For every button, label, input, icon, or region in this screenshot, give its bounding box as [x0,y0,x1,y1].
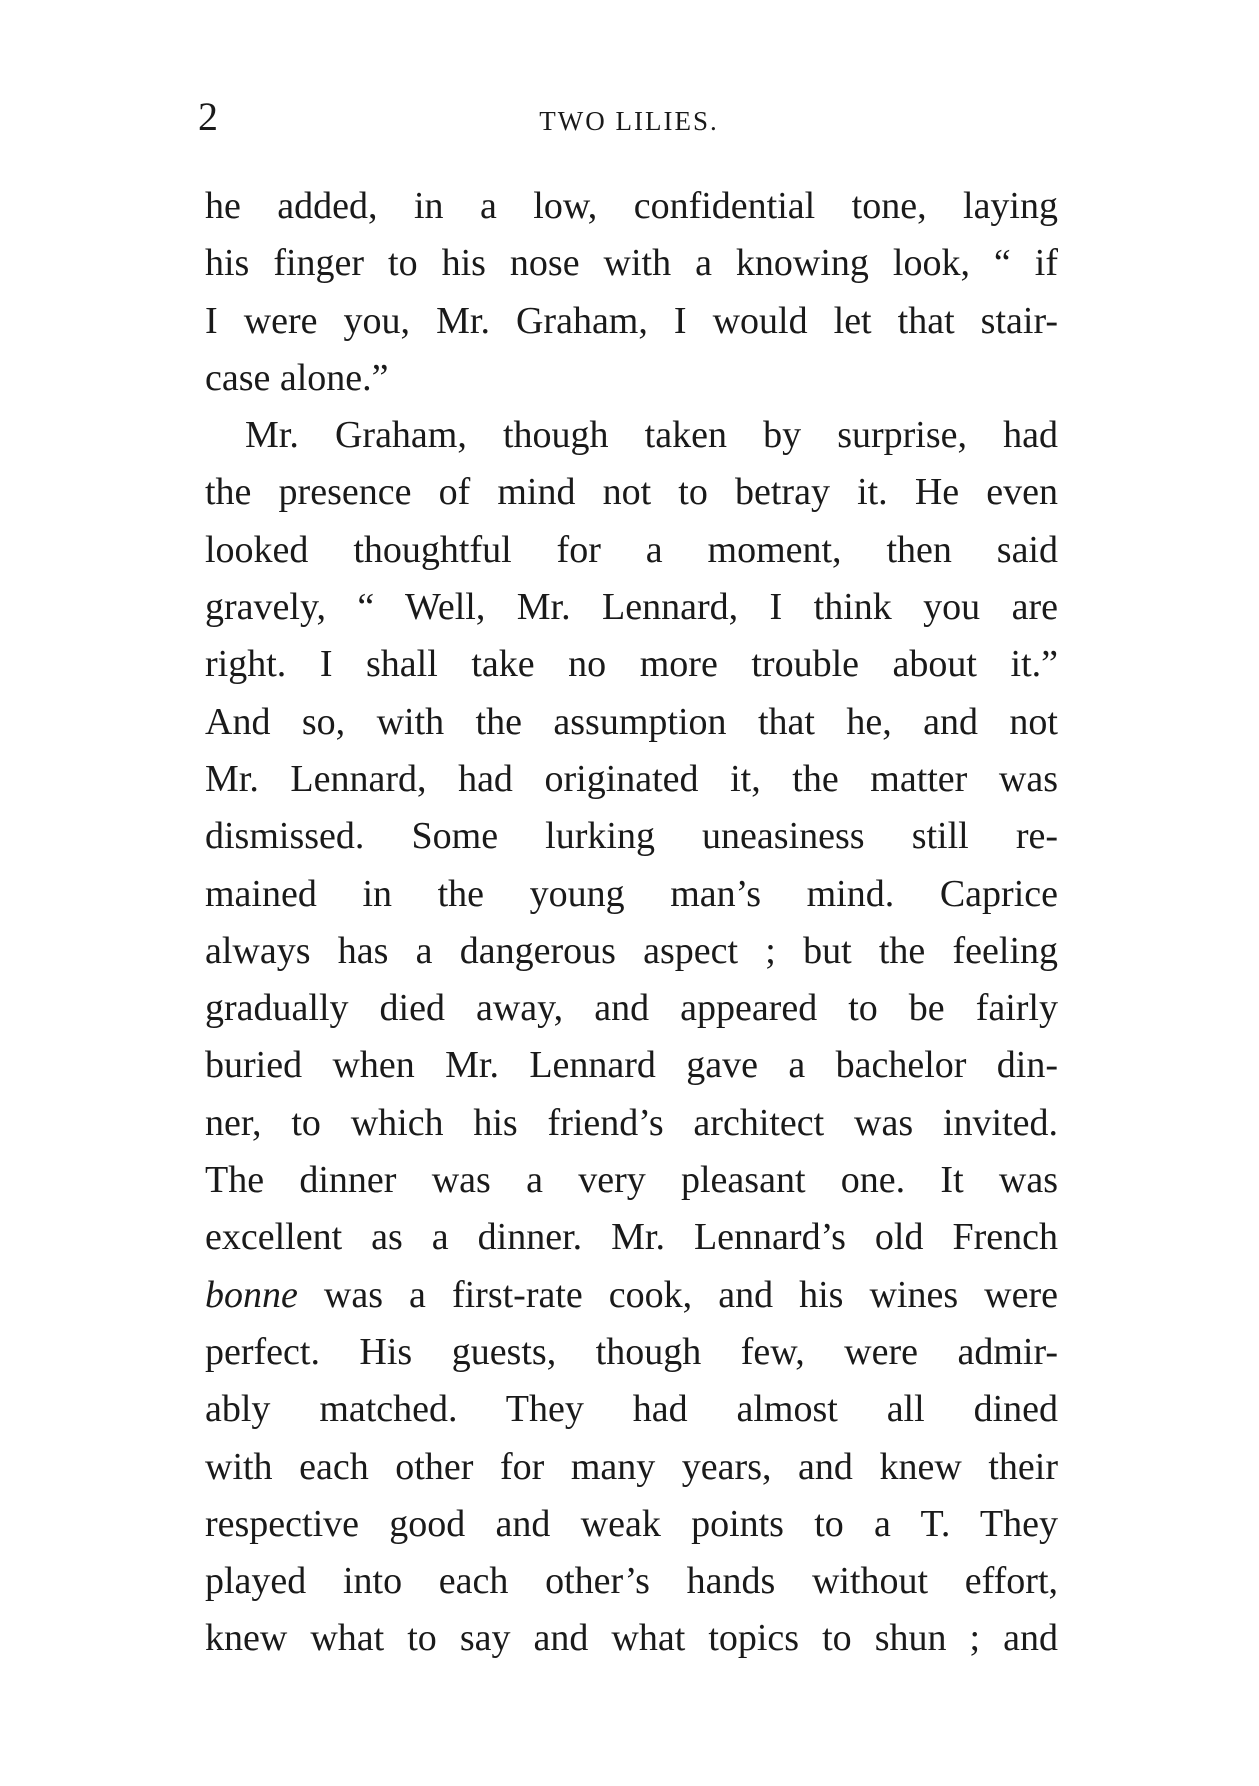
text-line: the presence of mind not to betray it. He even [205,471,1058,514]
text-line: right. I shall take no more trouble about it.” [205,643,1058,686]
text-line: Mr. Lennard, had originated it, the matter was [205,757,1058,800]
text-line: gradually died away, and appeared to be fairly [205,987,1058,1030]
text-line-with-italic [205,1267,1058,1324]
running-head: TWO LILIES. [539,106,719,136]
page-header [198,92,1060,142]
text-line: perfect. His guests, though few, were admir- [205,1330,1058,1373]
italic-word: bonne [205,1273,298,1316]
text-line: with each other for many years, and knew their [205,1445,1058,1488]
page-number: 2 [198,94,218,139]
text-line: I were you, Mr. Graham, I would let that stair- [205,299,1058,342]
text-line: excellent as a dinner. Mr. Lennard’s old French [205,1216,1058,1259]
text-line: And so, with the assumption that he, and not [205,700,1058,743]
text-line-rest: was a first-rate cook, and his wines were [323,1273,1058,1316]
text-line: always has a dangerous aspect ; but the feeling [205,929,1058,972]
text-line: played into each other’s hands without effort, [205,1560,1058,1603]
text-line: ably matched. They had almost all dined [205,1388,1058,1431]
text-line: case alone.” [205,356,389,399]
text-line: mained in the young man’s mind. Caprice [205,872,1058,915]
text-line: ner, to which his friend’s architect was invited. [205,1101,1058,1144]
text-line: his finger to his nose with a knowing look, “ if [205,242,1058,285]
text-line: buried when Mr. Lennard gave a bachelor din- [205,1044,1058,1087]
text-line: he added, in a low, confidential tone, laying [205,185,1058,227]
paragraph-start-line: Mr. Graham, though taken by surprise, had [245,414,1058,457]
text-line: dismissed. Some lurking uneasiness still re- [205,815,1058,858]
text-line: gravely, “ Well, Mr. Lennard, I think you are [205,586,1058,629]
text-line: knew what to say and what topics to shun ; and [205,1617,1058,1660]
text-line: The dinner was a very pleasant one. It was [205,1159,1058,1202]
text-line: respective good and weak points to a T. They [205,1502,1058,1545]
body-text [205,178,1058,1668]
text-line: looked thoughtful for a moment, then said [205,528,1058,571]
